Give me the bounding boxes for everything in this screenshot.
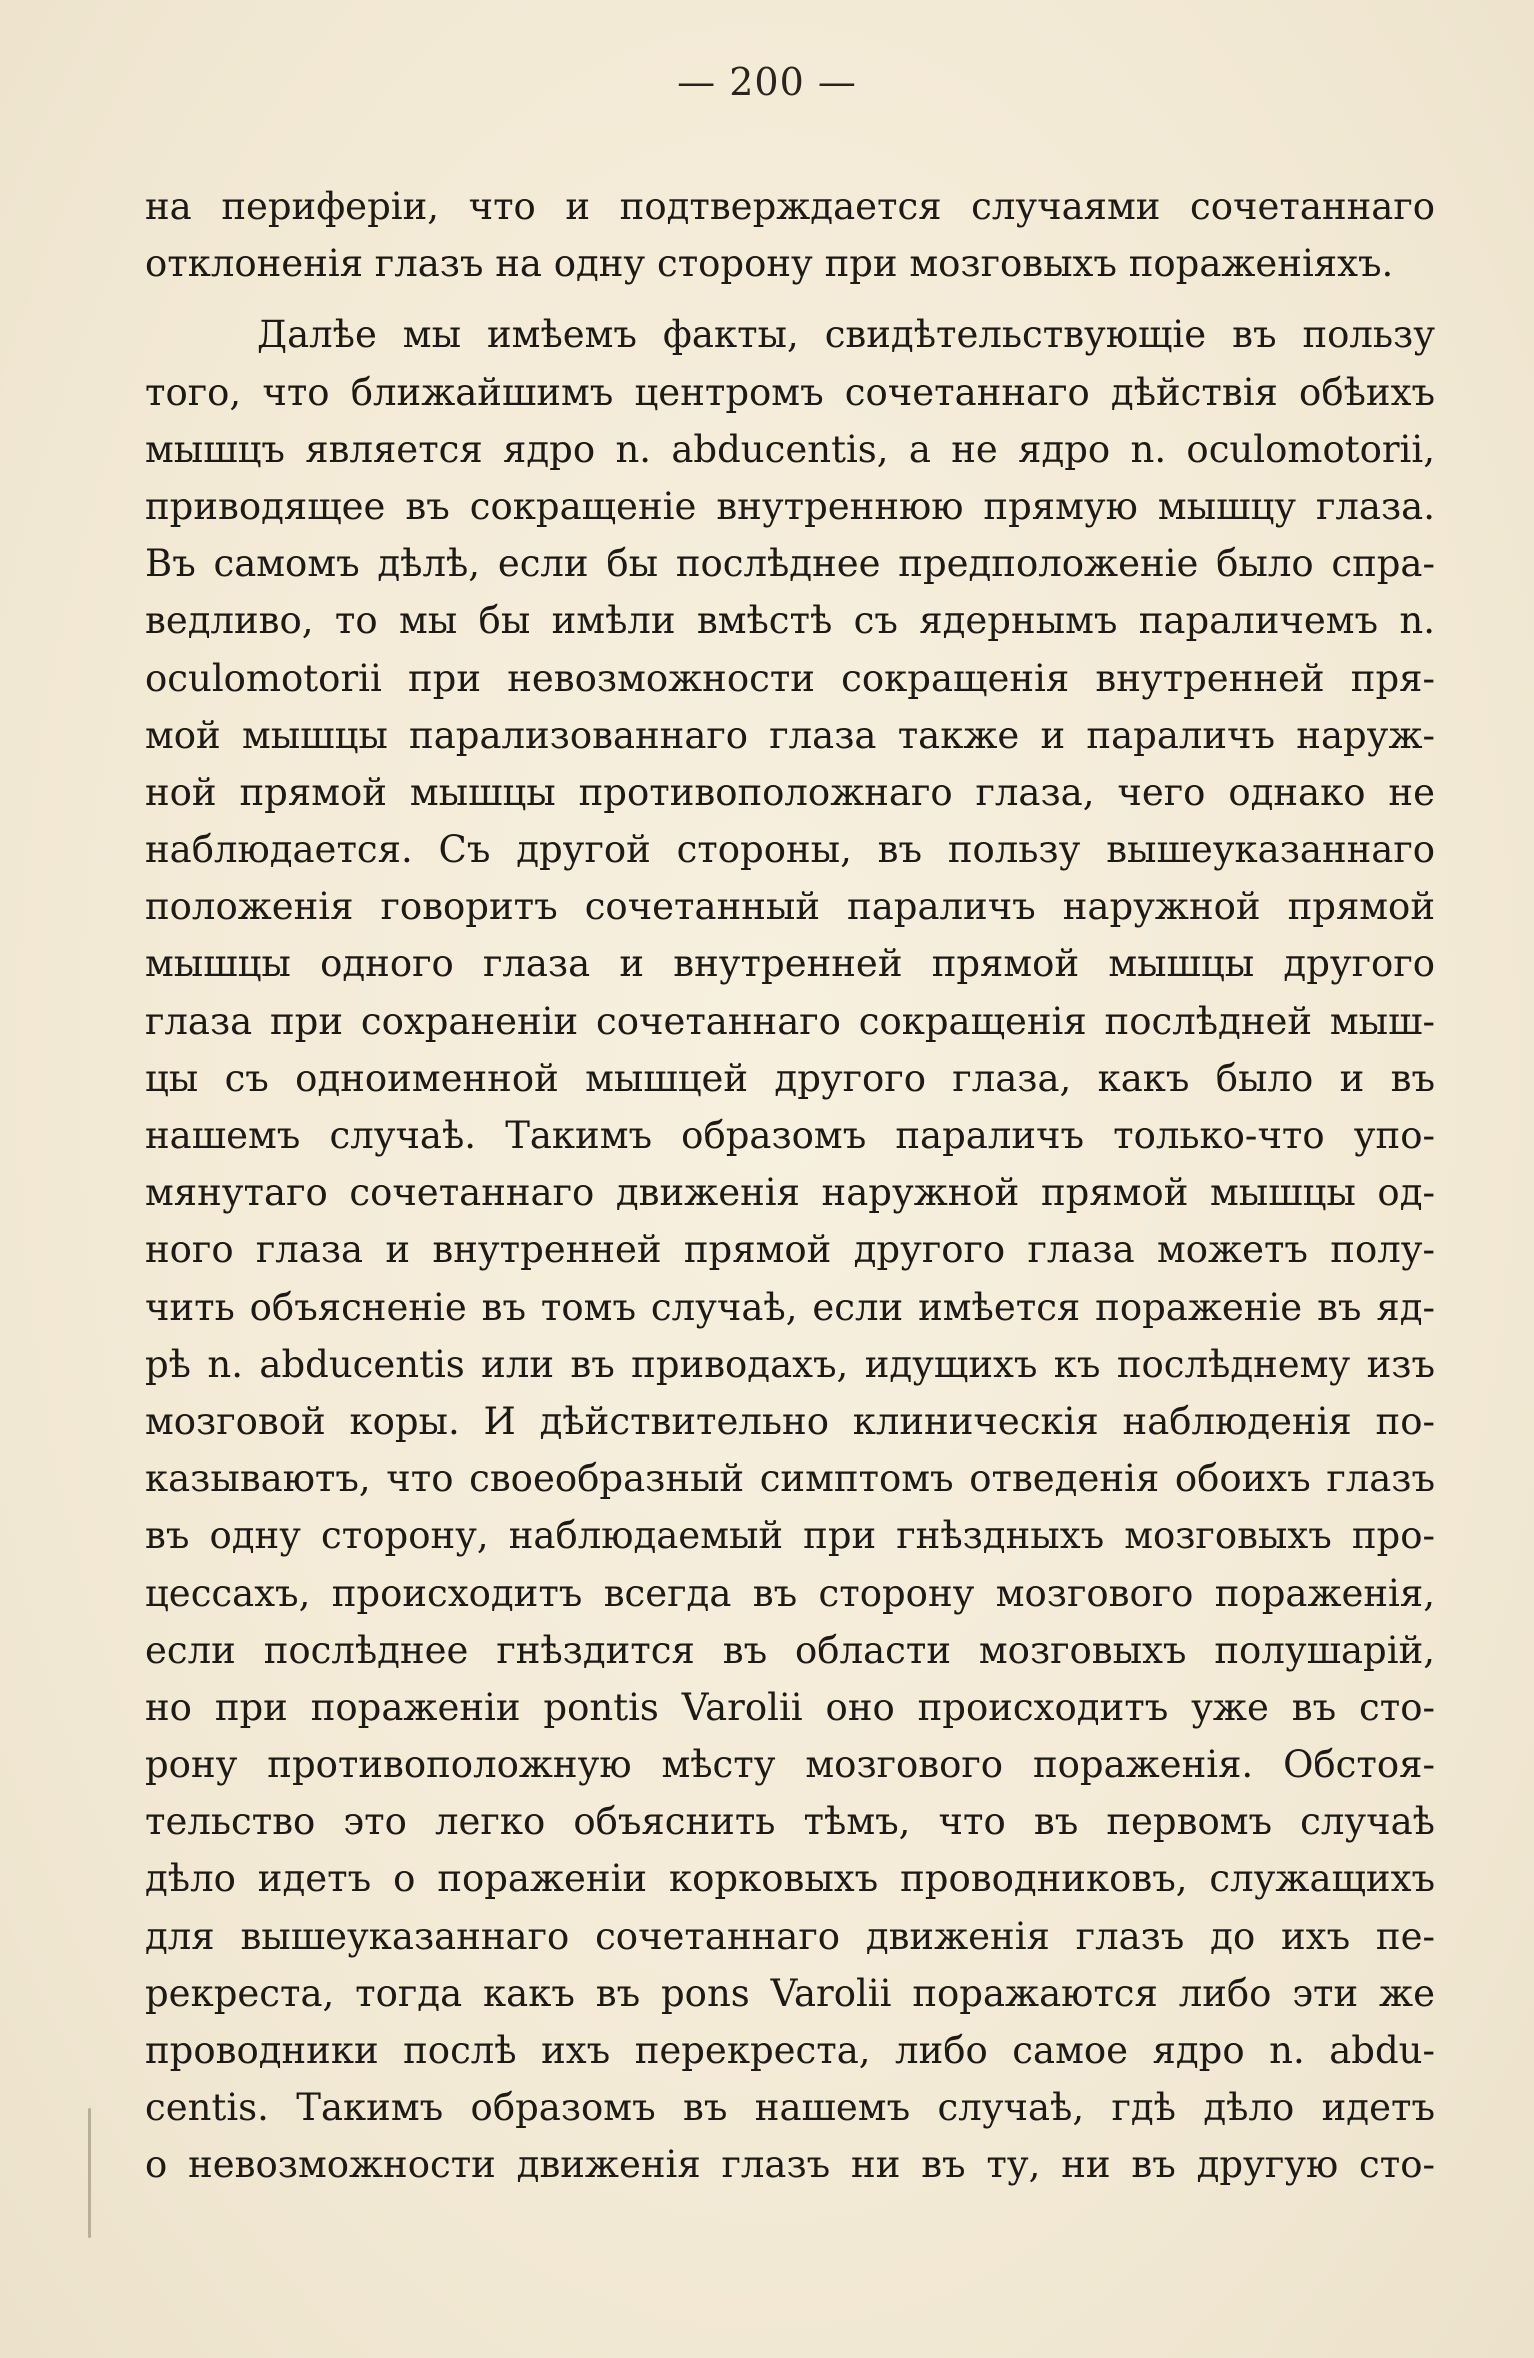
text-line: мой мышцы парализованнаго глаза также и параличъ наруж- xyxy=(145,713,1435,757)
body-text xyxy=(145,178,1435,2194)
text-line: рекреста, тогда какъ въ pons Varolii поражаются либо эти же xyxy=(145,1971,1435,2015)
text-line: Далѣе мы имѣемъ факты, свидѣтельствующіе въ пользу xyxy=(257,313,1435,357)
text-line: о невозможности движенія глазъ ни въ ту, ни въ другую сто- xyxy=(145,2143,1435,2187)
text-line: рону противоположную мѣсту мозгового пораженія. Обстоя- xyxy=(145,1743,1435,1787)
paragraph-gap xyxy=(145,292,1435,306)
text-line: цы съ одноименной мышцей другого глаза, какъ было и въ xyxy=(145,1056,1435,1100)
text-line: отклоненія глазъ на одну сторону при мозговыхъ пораженіяхъ. xyxy=(145,242,1394,286)
text-line: ной прямой мышцы противоположнаго глаза, чего однако не xyxy=(145,770,1435,814)
text-line: наблюдается. Съ другой стороны, въ пользу вышеуказаннаго xyxy=(145,828,1435,872)
text-line: если послѣднее гнѣздится въ области мозговыхъ полушарій, xyxy=(145,1628,1435,1672)
text-line: мянутаго сочетаннаго движенія наружной прямой мышцы од- xyxy=(145,1171,1435,1215)
text-line: centis. Такимъ образомъ въ нашемъ случаѣ, гдѣ дѣло идетъ xyxy=(145,2086,1435,2130)
text-line: мозговой коры. И дѣйствительно клиническія наблюденія по- xyxy=(145,1399,1435,1443)
text-line: дѣло идетъ о пораженіи корковыхъ проводниковъ, служащихъ xyxy=(145,1857,1435,1901)
text-line: на периферіи, что и подтверждается случаями сочетаннаго xyxy=(145,185,1435,228)
text-line: тельство это легко объяснить тѣмъ, что въ первомъ случаѣ xyxy=(145,1800,1435,1844)
text-line: нашемъ случаѣ. Такимъ образомъ параличъ только-что упо- xyxy=(145,1114,1435,1157)
text-line: въ одну сторону, наблюдаемый при гнѣздныхъ мозговыхъ про- xyxy=(145,1514,1435,1558)
text-line: ведливо, то мы бы имѣли вмѣстѣ съ ядернымъ параличемъ n. xyxy=(145,599,1435,643)
text-line: чить объясненіе въ томъ случаѣ, если имѣется пораженіе въ яд- xyxy=(145,1285,1435,1329)
text-line: для вышеуказаннаго сочетаннаго движенія глазъ до ихъ пе- xyxy=(145,1914,1435,1958)
text-line: Въ самомъ дѣлѣ, если бы послѣднее предположеніе было спра- xyxy=(145,542,1435,586)
text-line: мышцъ является ядро n. abducentis, а не ядро n. oculomotorii, xyxy=(145,427,1435,471)
page-number: — 200 — xyxy=(677,60,857,104)
text-line: рѣ n. abducentis или въ приводахъ, идущихъ къ послѣднему изъ xyxy=(145,1342,1435,1386)
text-line: мышцы одного глаза и внутренней прямой мышцы другого xyxy=(145,942,1435,986)
text-line: глаза при сохраненіи сочетаннаго сокращенія послѣдней мыш- xyxy=(145,999,1435,1043)
text-line: того, что ближайшимъ центромъ сочетаннаго дѣйствія обѣихъ xyxy=(145,370,1435,414)
text-line: проводники послѣ ихъ перекреста, либо самое ядро n. abdu- xyxy=(145,2029,1435,2072)
text-line: цессахъ, происходитъ всегда въ сторону мозгового пораженія, xyxy=(145,1571,1435,1615)
binding-shadow xyxy=(88,2108,91,2238)
text-line: казываютъ, что своеобразный симптомъ отведенія обоихъ глазъ xyxy=(145,1457,1435,1501)
text-line: положенія говоритъ сочетанный параличъ наружной прямой xyxy=(145,885,1435,929)
text-line: приводящее въ сокращеніе внутреннюю прямую мышцу глаза. xyxy=(145,484,1435,528)
text-line: но при пораженіи pontis Varolii оно происходитъ уже въ сто- xyxy=(145,1685,1435,1729)
text-line: oculomotorii при невозможности сокращенія внутренней пря- xyxy=(145,656,1435,700)
text-line: ного глаза и внутренней прямой другого глаза можетъ полу- xyxy=(145,1228,1435,1272)
